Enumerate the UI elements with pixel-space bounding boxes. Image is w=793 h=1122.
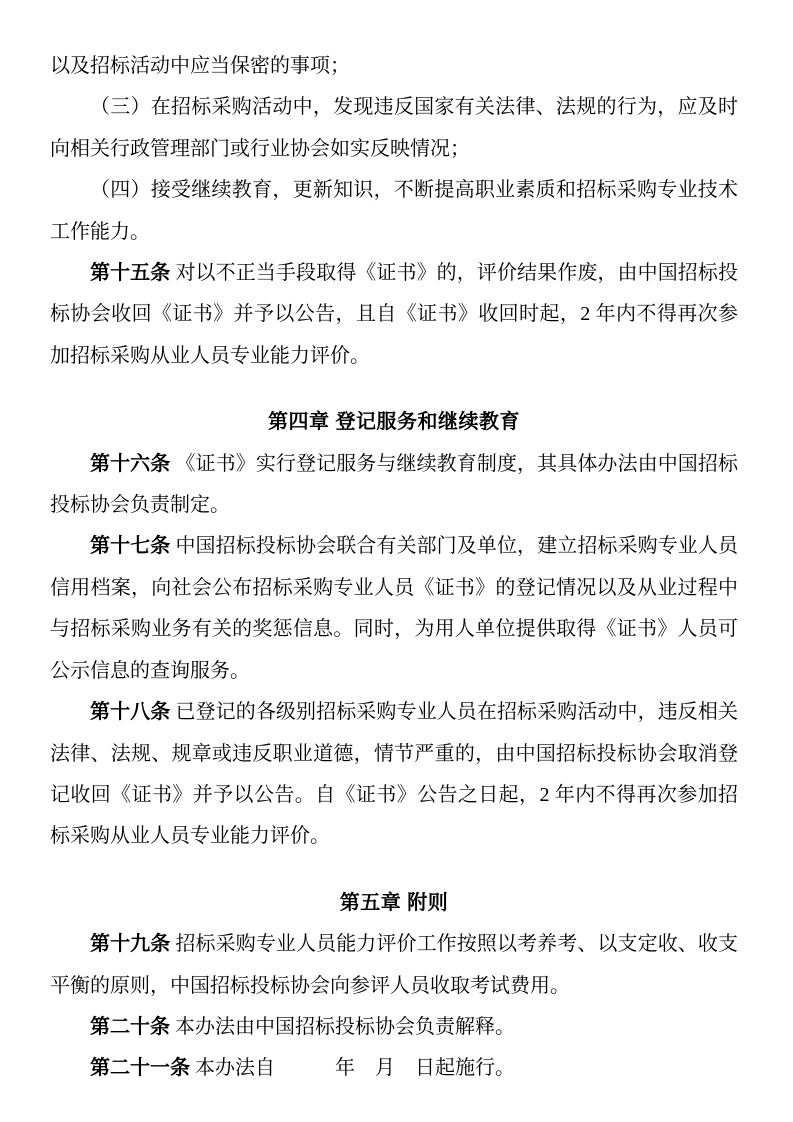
article-number: 第十六条	[90, 452, 171, 475]
article-number: 第十九条	[90, 933, 171, 956]
paragraph	[50, 253, 738, 377]
paragraph	[50, 526, 738, 692]
article-number: 第十七条	[90, 535, 171, 558]
document-body	[50, 46, 738, 1090]
paragraph	[50, 924, 738, 1007]
article-number: 第十五条	[90, 262, 171, 285]
chapter-heading: 第四章 登记服务和继续教育	[267, 411, 521, 434]
paragraph-text: 《证书》实行登记服务与继续教育制度，其具体办法由中国招标投标协会负责制定。	[50, 452, 738, 517]
paragraph-text: 中国招标投标协会联合有关部门及单位，建立招标采购专业人员信用档案，向社会公布招标采购专业人员《证书》的登记情况以及从业过程中与招标采购业务有关的奖惩信息。同时，为用人单位提供取得《证书》人员可公示信息的查询服务。	[50, 535, 738, 682]
article-number: 第二十一条	[90, 1057, 190, 1080]
paragraph-text: 已登记的各级别招标采购专业人员在招标采购活动中，违反相关法律、法规、规章或违反职业道德，情节严重的，由中国招标投标协会取消登记收回《证书》并予以公告。自《证书》公告之日起，2 年内不得再次参加招标采购从业人员专业能力评价。	[50, 701, 738, 848]
paragraph: （三）在招标采购活动中，发现违反国家有关法律、法规的行为，应及时向相关行政管理部门或行业协会如实反映情况；	[50, 96, 738, 160]
paragraph: （四）接受继续教育，更新知识，不断提高职业素质和招标采购专业技术工作能力。	[50, 179, 738, 243]
paragraph: 以及招标活动中应当保密的事项；	[50, 55, 350, 77]
paragraph-text: 本办法自 年 月 日起施行。	[195, 1057, 515, 1080]
article-number: 第二十条	[90, 1015, 170, 1038]
chapter-heading: 第五章 附则	[339, 891, 449, 914]
paragraph	[50, 1048, 738, 1089]
paragraph-text: 对以不正当手段取得《证书》的，评价结果作废，由中国招标投标协会收回《证书》并予以公告，且自《证书》收回时起，2 年内不得再次参加招标采购从业人员专业能力评价。	[50, 262, 738, 367]
paragraph-text: 本办法由中国招标投标协会负责解释。	[175, 1015, 515, 1038]
article-number: 第十八条	[90, 701, 171, 724]
paragraph-text: 招标采购专业人员能力评价工作按照以考养考、以支定收、收支平衡的原则，中国招标投标协会向参评人员收取考试费用。	[50, 933, 738, 997]
paragraph	[50, 444, 738, 527]
paragraph	[50, 692, 738, 858]
paragraph	[50, 1007, 738, 1048]
